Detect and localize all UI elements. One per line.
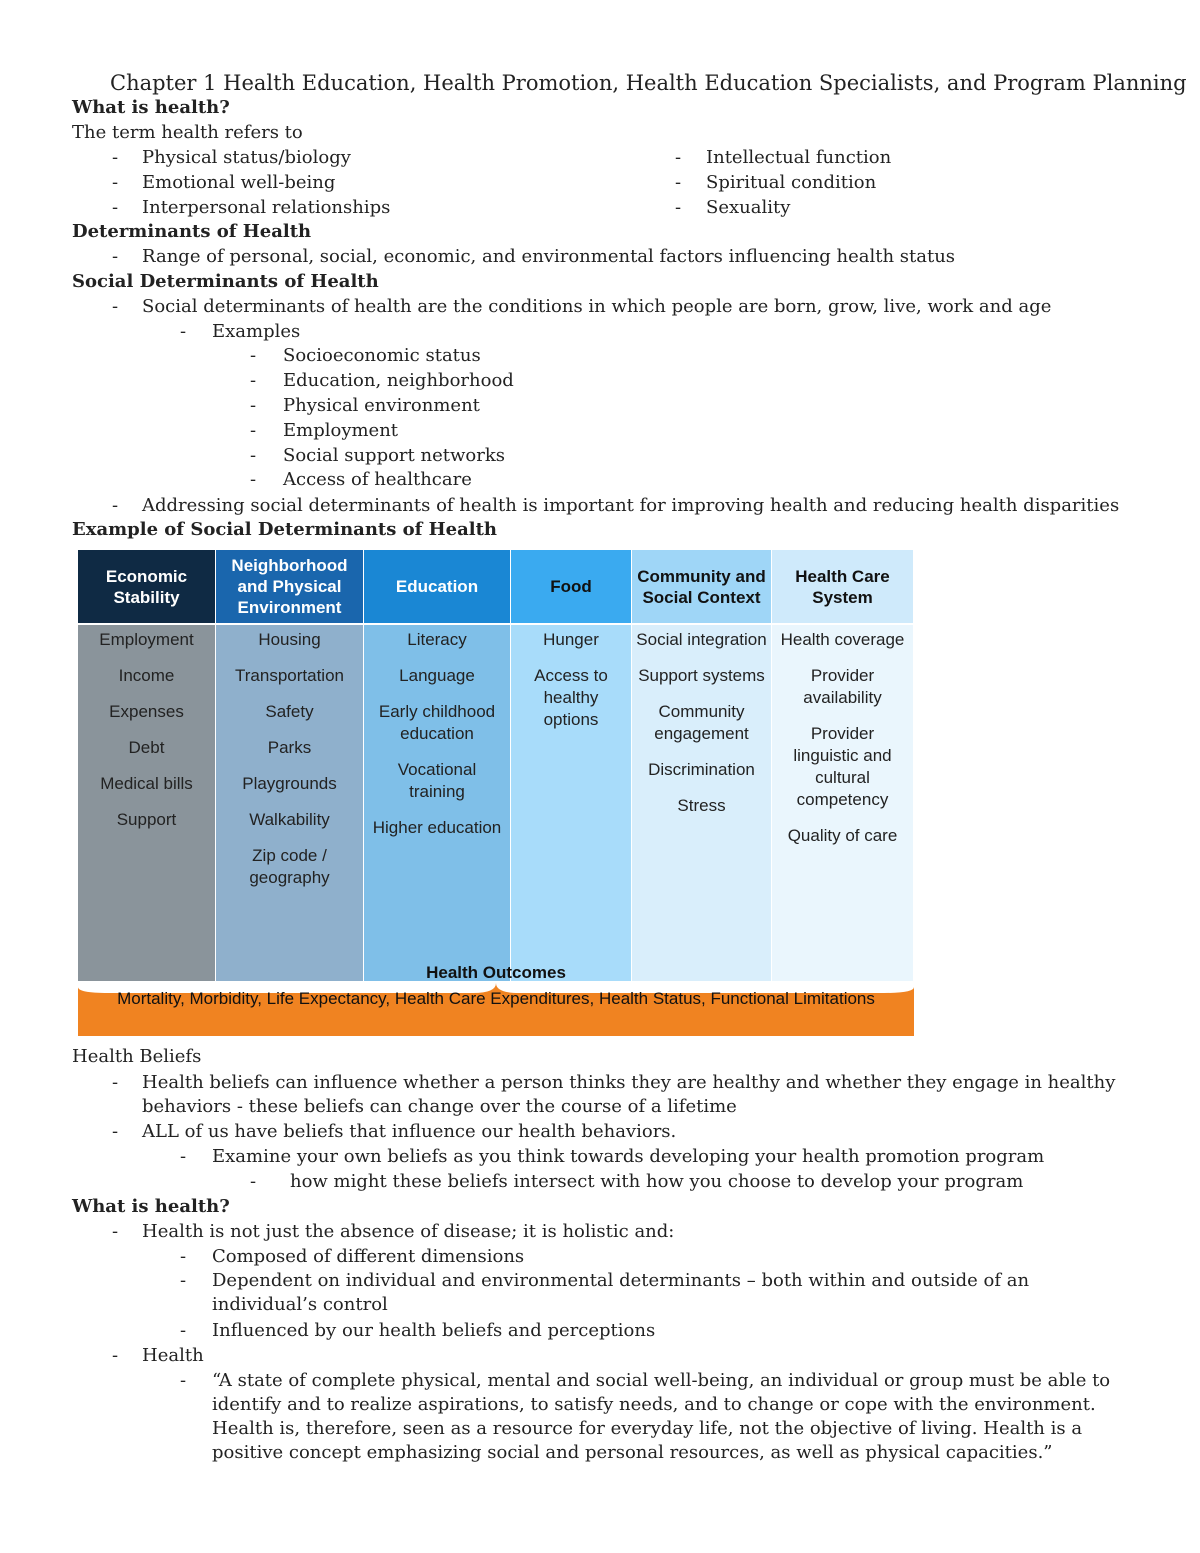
sdoh-item: Early childhood education — [378, 702, 496, 743]
list-item: Social support networks — [283, 445, 505, 466]
sdoh-item: Income — [118, 666, 175, 685]
list-item: Examine your own beliefs as you think towards developing your health promotion program — [212, 1146, 1045, 1167]
bullet-dash: - — [675, 197, 682, 218]
bullet-dash: - — [180, 1246, 187, 1267]
sdoh-item: Safety — [265, 702, 314, 721]
list-item: Range of personal, social, economic, and environmental factors influencing health status — [142, 246, 956, 267]
sdoh-item: Access to healthy options — [534, 666, 608, 729]
sdoh-item: Social integration — [636, 630, 767, 649]
list-item: Health beliefs can influence whether a person thinks they are healthy and whether they engage in healthy behaviors - these beliefs can change over the course of a lifetime — [142, 1072, 1116, 1117]
sdoh-item: Support systems — [638, 666, 765, 685]
health-outcomes-text: Mortality, Morbidity, Life Expectancy, Health Care Expenditures, Health Status, Functional Limitations — [117, 989, 875, 1008]
list-item: ALL of us have beliefs that influence our health behaviors. — [142, 1121, 677, 1142]
heading-determinants: Determinants of Health — [72, 221, 312, 242]
list-item: Socioeconomic status — [283, 345, 481, 366]
list-item: how might these beliefs intersect with how you choose to develop your program — [290, 1171, 1024, 1192]
bullet-dash: - — [112, 1072, 119, 1093]
sdoh-item: Community engagement — [654, 702, 749, 743]
bullet-dash: - — [250, 370, 257, 391]
intro-text: The term health refers to — [72, 122, 303, 143]
list-item: Education, neighborhood — [283, 370, 514, 391]
sdoh-item: Walkability — [249, 810, 330, 829]
list-item: Examples — [212, 321, 301, 342]
health-definition-quote: “A state of complete physical, mental and social well-being, an individual or group must be able to identify and to realize aspirations, to satisfy needs, and to change or cope with the environment. Health is, therefore, seen as a resource for everyday life, not the objective of living. Health is a positive concept emphasizing social and personal resources, as well as physical capacities.” — [212, 1370, 1111, 1463]
sdoh-item: Zip code / geography — [249, 846, 330, 887]
sdoh-header-cell: Education — [364, 550, 511, 623]
sdoh-item: Stress — [677, 796, 726, 815]
bullet-dash: - — [112, 495, 119, 516]
sdoh-item: Quality of care — [787, 826, 898, 845]
heading-what-is-health-2: What is health? — [72, 1196, 230, 1217]
heading-example-sdoh: Example of Social Determinants of Health — [72, 519, 498, 540]
list-item: Health is not just the absence of disease; it is holistic and: — [142, 1221, 675, 1242]
sdoh-header-cell: Food — [511, 550, 632, 623]
list-item: Social determinants of health are the conditions in which people are born, grow, live, work and age — [142, 296, 1052, 317]
sdoh-item: Discrimination — [648, 760, 755, 779]
heading-social-determinants: Social Determinants of Health — [72, 271, 379, 292]
sdoh-table — [78, 550, 914, 1036]
list-item: Health — [142, 1345, 204, 1366]
bullet-dash: - — [250, 420, 257, 441]
list-item: Spiritual condition — [706, 172, 877, 193]
sdoh-item: Housing — [258, 630, 321, 649]
bullet-dash: - — [180, 321, 187, 342]
page-title: Chapter 1 Health Education, Health Promotion, Health Education Specialists, and Program Planning — [110, 71, 1187, 95]
sdoh-item: Support — [116, 810, 177, 829]
sdoh-column — [216, 625, 364, 981]
bullet-dash: - — [180, 1146, 187, 1167]
sdoh-item: Higher education — [372, 818, 502, 837]
bullet-dash: - — [112, 246, 119, 267]
sdoh-item: Literacy — [407, 630, 467, 649]
bullet-dash: - — [250, 345, 257, 366]
sdoh-item: Playgrounds — [242, 774, 337, 793]
sdoh-header-cell: Health Care System — [772, 550, 914, 623]
list-item: Access of healthcare — [283, 469, 472, 490]
sdoh-column — [78, 625, 216, 981]
sdoh-item: Parks — [267, 738, 312, 757]
sdoh-header-row — [78, 550, 914, 623]
bullet-dash: - — [112, 147, 119, 168]
health-outcomes-title: Health Outcomes — [426, 963, 566, 982]
bullet-dash: - — [675, 147, 682, 168]
list-item: Addressing social determinants of health is important for improving health and reducing health disparities — [142, 495, 1120, 516]
list-item: Employment — [283, 420, 399, 441]
list-item: Emotional well-being — [142, 172, 336, 193]
bullet-dash: - — [112, 1345, 119, 1366]
list-item: Interpersonal relationships — [142, 197, 391, 218]
bullet-dash: - — [180, 1320, 187, 1341]
sdoh-item: Transportation — [235, 666, 344, 685]
sdoh-item: Employment — [99, 630, 194, 649]
heading-health-beliefs: Health Beliefs — [72, 1046, 202, 1067]
sdoh-item: Health coverage — [780, 630, 905, 649]
bullet-dash: - — [250, 469, 257, 490]
heading-what-is-health: What is health? — [72, 97, 230, 118]
list-item: Physical status/biology — [142, 147, 351, 168]
list-item: Influenced by our health beliefs and perceptions — [212, 1320, 656, 1341]
bullet-dash: - — [112, 296, 119, 317]
list-item: Sexuality — [706, 197, 791, 218]
list-item: Physical environment — [283, 395, 480, 416]
sdoh-column — [772, 625, 914, 981]
list-item: Intellectual function — [706, 147, 892, 168]
bullet-dash: - — [112, 197, 119, 218]
sdoh-column — [364, 625, 511, 981]
sdoh-item: Language — [399, 666, 475, 685]
sdoh-column — [511, 625, 632, 981]
sdoh-item: Hunger — [543, 630, 599, 649]
sdoh-header-cell: Neighborhood and Physical Environment — [216, 550, 364, 623]
bullet-dash: - — [112, 1221, 119, 1242]
sdoh-item: Vocational training — [397, 760, 477, 801]
sdoh-header-cell: Economic Stability — [78, 550, 216, 623]
list-item: Dependent on individual and environmental determinants – both within and outside of an individual’s control — [212, 1270, 1030, 1315]
bullet-dash: - — [250, 1171, 257, 1192]
bullet-dash: - — [250, 395, 257, 416]
sdoh-item: Provider availability — [803, 666, 882, 707]
sdoh-item: Debt — [128, 738, 165, 757]
sdoh-item: Medical bills — [100, 774, 193, 793]
sdoh-header-cell: Community and Social Context — [632, 550, 772, 623]
bullet-dash: - — [250, 445, 257, 466]
bullet-dash: - — [112, 1121, 119, 1142]
list-item: Composed of different dimensions — [212, 1246, 525, 1267]
bullet-dash: - — [675, 172, 682, 193]
sdoh-item: Expenses — [109, 702, 184, 721]
bullet-dash: - — [180, 1270, 187, 1291]
bullet-dash: - — [112, 172, 119, 193]
bullet-dash: - — [180, 1370, 187, 1391]
sdoh-column — [632, 625, 772, 981]
sdoh-item: Provider linguistic and cultural competency — [793, 724, 892, 809]
